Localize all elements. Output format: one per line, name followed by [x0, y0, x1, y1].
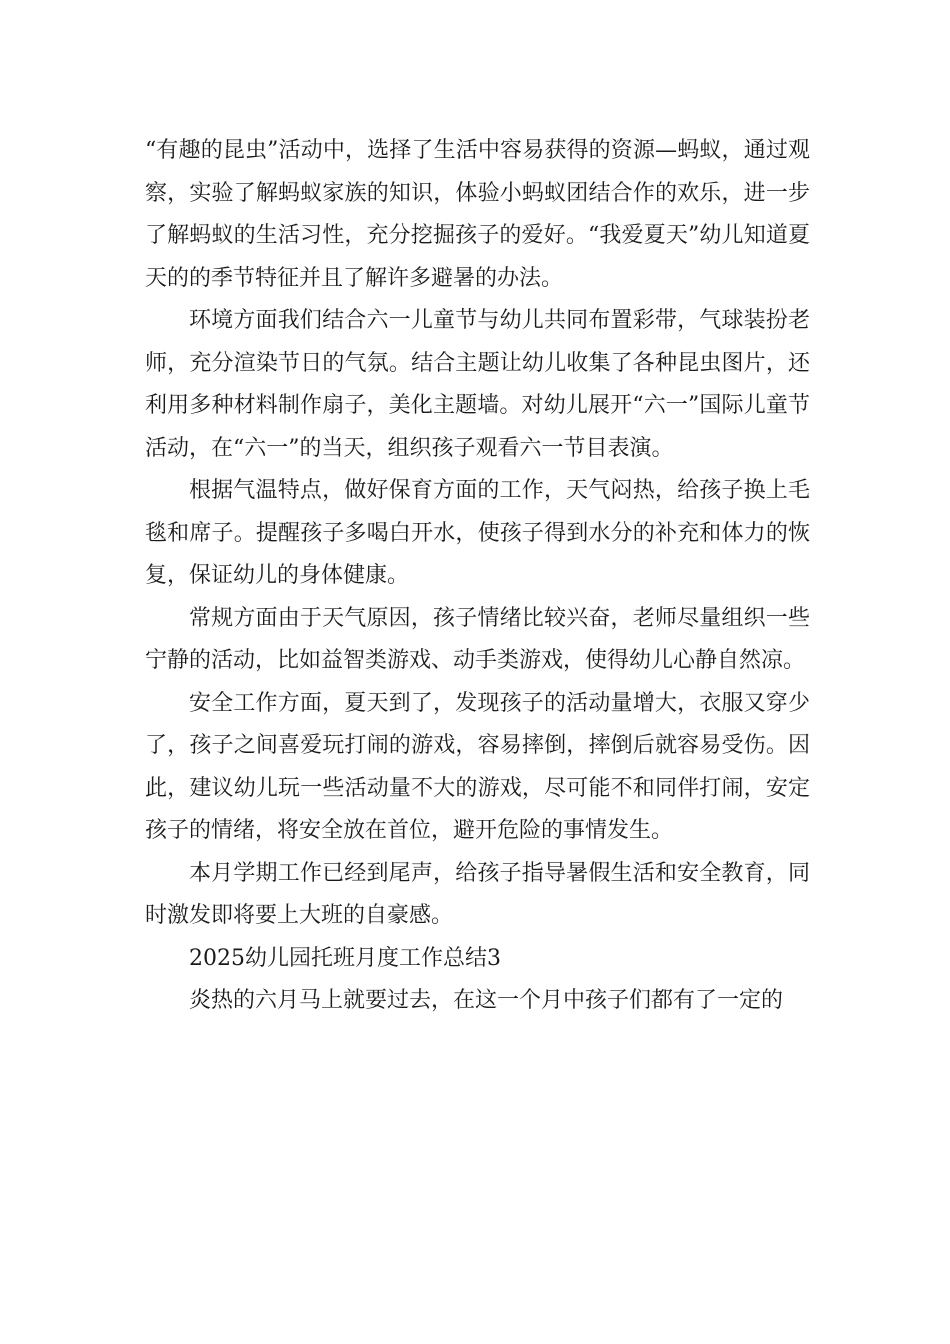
paragraph-environment: 环境方面我们结合六一儿童节与幼儿共同布置彩带，气球装扮老师，充分渲染节日的气氛。结合主题让幼儿收集了各种昆虫图片，还利用多种材料制作扇子，美化主题墙。对幼儿展开“六一”国际儿童节活动，在“六一”的当天，组织孩子观看六一节目表演。 [145, 308, 810, 461]
document-body [145, 130, 810, 1023]
paragraph-routine: 常规方面由于天气原因，孩子情绪比较兴奋，老师尽量组织一些宁静的活动，比如益智类游戏、动手类游戏，使得幼儿心静自然凉。 [145, 605, 810, 673]
paragraph-closing: 炎热的六月马上就要过去，在这一个月中孩子们都有了一定的 [189, 988, 784, 1013]
section-heading: 2025幼儿园托班月度工作总结3 [189, 945, 501, 971]
paragraph-care: 根据气温特点，做好保育方面的工作，天气闷热，给孩子换上毛毯和席子。提醒孩子多喝白开水，使孩子得到水分的补充和体力的恢复，保证幼儿的身体健康。 [145, 478, 810, 588]
paragraph-end-of-term: 本月学期工作已经到尾声，给孩子指导暑假生活和安全教育，同时激发即将要上大班的自豪感。 [145, 860, 810, 928]
paragraph-safety: 安全工作方面，夏天到了，发现孩子的活动量增大，衣服又穿少了，孩子之间喜爱玩打闹的游戏，容易摔倒，摔倒后就容易受伤。因此，建议幼儿玩一些活动量不大的游戏，尽可能不和同伴打闹，安定孩子的情绪，将安全放在首位，避开危险的事情发生。 [145, 690, 810, 843]
paragraph-insect-activity: “有趣的昆虫”活动中，选择了生活中容易获得的资源—蚂蚁，通过观察，实验了解蚂蚁家族的知识，体验小蚂蚁团结合作的欢乐，进一步了解蚂蚁的生活习性，充分挖掘孩子的爱好。“我爱夏天”幼儿知道夏天的的季节特征并且了解许多避暑的办法。 [145, 138, 810, 291]
